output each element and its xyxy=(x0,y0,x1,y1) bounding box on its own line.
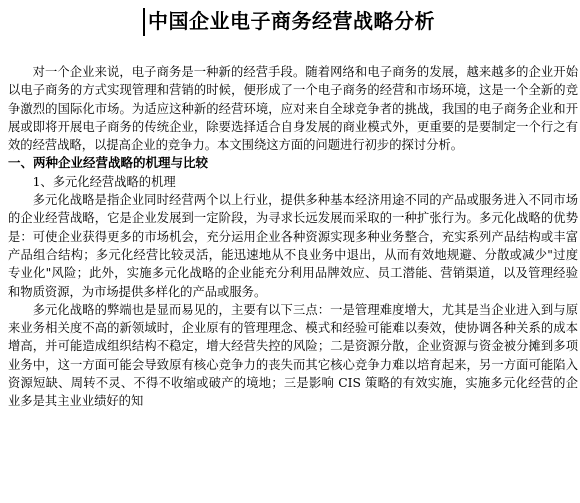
body-paragraph-2: 多元化战略的弊端也是显而易见的，主要有以下三点：一是管理难度增大，尤其是当企业进入到与原来业务相关度不高的新领域时，企业原有的管理理念、模式和经验可能难以奏效，使协调各种关系的成本增高，并可能造成组织结构不稳定，增大经营失控的风险；二是资源分散，企业资源与资金被分摊到多项业务中，这一方面可能会导致原有核心竞争力的丧失而其它核心竞争力难以培育起来，另一方面可能陷入资源短缺、周转不灵、不得不收缩或破产的境地；三是影响 CIS 策略的有效实施，实施多元化经营的企业多是其主业业绩好的知 xyxy=(8,302,578,409)
section-heading: 一、两种企业经营战略的机理与比较 xyxy=(8,155,209,171)
document-title: 中国企业电子商务经营战略分析 xyxy=(148,9,435,33)
intro-paragraph: 对一个企业来说，电子商务是一种新的经营手段。随着网络和电子商务的发展，越来越多的企业开始以电子商务的方式实现管理和营销的时候，便形成了一个电子商务的经营和市场环境，这是一个全新的竞争激烈的国际化市场。为适应这种新的经营环境，应对来自全球竞争者的挑战，我国的电子商务企业和开展或即将开展电子商务的传统企业，除要选择适合自身发展的商业模式外，更重要的是要制定一个行之有效的经营战略，以提高企业的竞争力。本文围绕这方面的问题进行初步的探讨分析。 xyxy=(8,65,578,153)
body-paragraph-1: 多元化战略是指企业同时经营两个以上行业，提供多种基本经济用途不同的产品或服务进入不同市场的企业经营战略，它是企业发展到一定阶段，为寻求长远发展而采取的一种扩张行为。多元化战略的优势是：可使企业获得更多的市场机会，充分运用企业各种资源实现多种业务整合，充实系列产品结构或丰富产品组合结构；多元化经营比较灵活，能迅速地从不良业务中退出，从而有效地规避、分散或减少"过度专业化"风险；此外，实施多元化战略的企业能充分利用品牌效应、员工潜能、营销渠道，以及管理经验和物质资源，为市场提供多样化的产品或服务。 xyxy=(8,193,578,299)
document-body xyxy=(8,63,578,411)
title-row xyxy=(0,0,580,48)
text-cursor xyxy=(143,8,145,36)
subsection-heading: 1、多元化经营战略的机理 xyxy=(32,174,176,189)
